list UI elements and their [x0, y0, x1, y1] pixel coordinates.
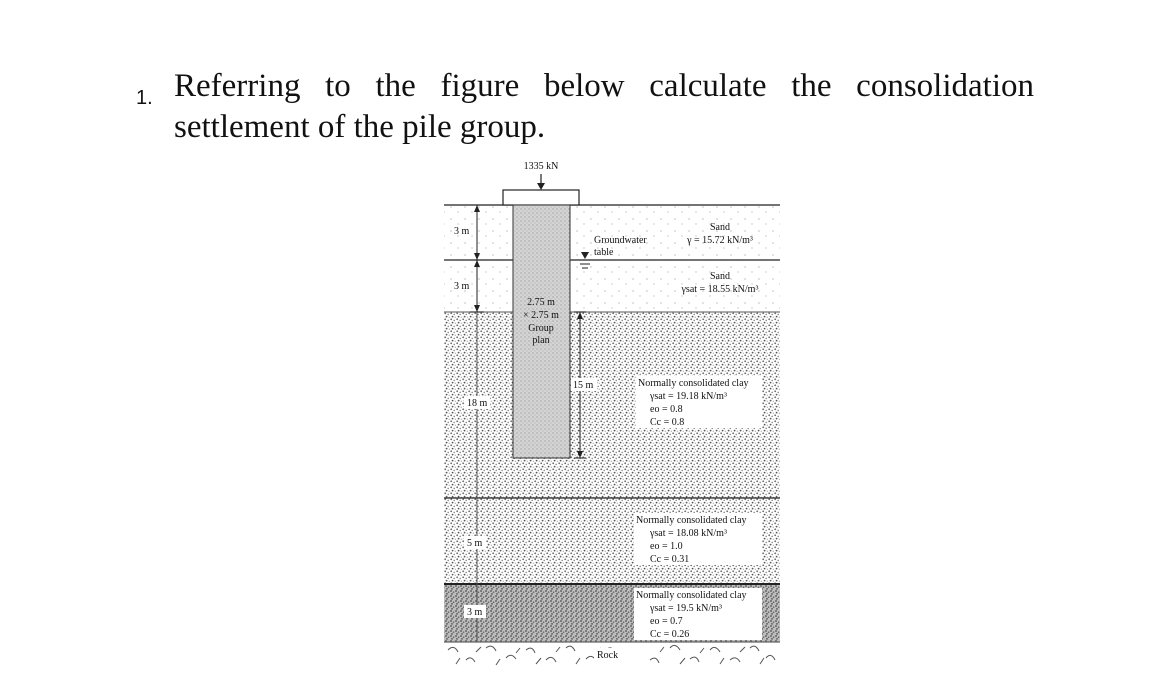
svg-text:Sand: Sand — [710, 222, 730, 233]
load-arrow-head — [537, 183, 545, 190]
svg-text:Normally consolidated clay: Normally consolidated clay — [638, 378, 749, 389]
layer-label-clay-2 — [634, 513, 762, 565]
load-label: 1335 kN — [523, 161, 559, 172]
svg-text:eo = 1.0: eo = 1.0 — [650, 541, 683, 552]
layer-label-clay-1 — [636, 376, 762, 428]
svg-text:Normally consolidated clay: Normally consolidated clay — [636, 590, 747, 601]
svg-text:eo = 0.8: eo = 0.8 — [650, 404, 683, 415]
svg-text:γsat = 18.55 kN/m³: γsat = 18.55 kN/m³ — [681, 284, 759, 295]
svg-text:eo = 0.7: eo = 0.7 — [650, 616, 683, 627]
svg-text:γsat = 19.18 kN/m³: γsat = 19.18 kN/m³ — [650, 391, 727, 402]
svg-text:γsat = 18.08 kN/m³: γsat = 18.08 kN/m³ — [650, 528, 727, 539]
dim-pile-in-clay: 15 m — [573, 380, 594, 391]
layer-label-clay-3 — [634, 588, 762, 640]
dim-lower-sand: 3 m — [454, 281, 470, 292]
svg-text:Cc = 0.31: Cc = 0.31 — [650, 554, 690, 565]
pile-cap — [503, 190, 579, 205]
svg-text:Group: Group — [528, 323, 554, 334]
dim-top-sand: 3 m — [454, 226, 470, 237]
question-line-2: settlement of the pile group. — [174, 109, 546, 145]
question-line-1: Referring to the figure below calculate the consolidation — [174, 68, 1034, 104]
svg-text:2.75 m: 2.75 m — [527, 297, 555, 308]
svg-text:Cc = 0.8: Cc = 0.8 — [650, 417, 685, 428]
svg-text:Groundwater: Groundwater — [594, 235, 647, 246]
svg-text:Cc = 0.26: Cc = 0.26 — [650, 629, 690, 640]
svg-text:γ = 15.72 kN/m³: γ = 15.72 kN/m³ — [687, 235, 753, 246]
svg-text:× 2.75 m: × 2.75 m — [523, 310, 559, 321]
svg-text:Sand: Sand — [710, 271, 730, 282]
svg-text:Normally consolidated clay: Normally consolidated clay — [636, 515, 747, 526]
svg-text:plan: plan — [532, 335, 550, 346]
svg-text:γsat = 19.5 kN/m³: γsat = 19.5 kN/m³ — [650, 603, 722, 614]
question-number: 1. — [136, 87, 153, 109]
dim-clay1-total: 18 m — [467, 398, 488, 409]
svg-text:table: table — [594, 247, 614, 258]
dim-clay2: 5 m — [467, 538, 483, 549]
dim-clay3: 3 m — [467, 607, 483, 618]
rock-label: Rock — [597, 650, 619, 661]
